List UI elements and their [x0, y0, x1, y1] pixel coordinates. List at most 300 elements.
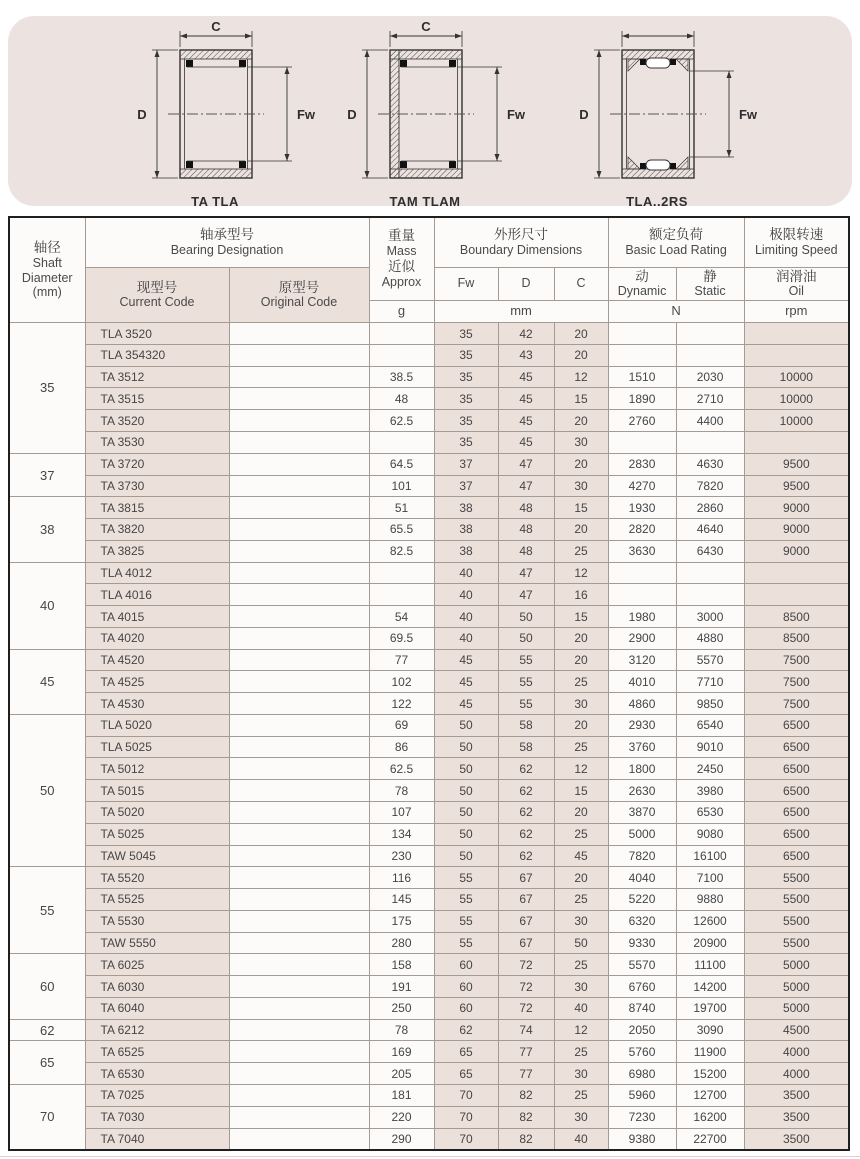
cell-dynamic: 8740 [608, 997, 676, 1019]
cell-rpm: 8500 [744, 606, 849, 628]
cell-original-code [229, 889, 369, 911]
cell-shaft-diameter: 62 [9, 1019, 85, 1041]
cell-c: 25 [554, 823, 608, 845]
cell-mass: 82.5 [369, 540, 434, 562]
cell-d: 67 [498, 910, 554, 932]
cell-original-code [229, 562, 369, 584]
cell-dynamic [608, 562, 676, 584]
cell-dynamic: 3760 [608, 736, 676, 758]
cell-dynamic: 1800 [608, 758, 676, 780]
cell-original-code [229, 344, 369, 366]
cell-d: 47 [498, 453, 554, 475]
table-row [9, 366, 849, 388]
cell-original-code [229, 627, 369, 649]
cell-c: 20 [554, 344, 608, 366]
cell-rpm: 3500 [744, 1128, 849, 1150]
cell-original-code [229, 410, 369, 432]
cell-static: 11100 [676, 954, 744, 976]
cell-static: 9080 [676, 823, 744, 845]
cell-original-code [229, 736, 369, 758]
cell-shaft-diameter: 70 [9, 1084, 85, 1149]
cell-fw: 50 [434, 802, 498, 824]
cell-c: 20 [554, 323, 608, 345]
cell-c: 25 [554, 954, 608, 976]
cell-dynamic: 2830 [608, 453, 676, 475]
cell-static: 7710 [676, 671, 744, 693]
cell-fw: 70 [434, 1106, 498, 1128]
cell-current-code: TLA 5025 [85, 736, 229, 758]
cell-dynamic: 5000 [608, 823, 676, 845]
cell-static: 16100 [676, 845, 744, 867]
header-unit-rpm: rpm [744, 301, 849, 323]
cell-rpm: 9500 [744, 453, 849, 475]
cell-static: 9850 [676, 693, 744, 715]
cell-c: 25 [554, 671, 608, 693]
cell-c: 25 [554, 1041, 608, 1063]
cell-mass: 69.5 [369, 627, 434, 649]
cell-mass: 145 [369, 889, 434, 911]
cell-rpm: 3500 [744, 1106, 849, 1128]
table-row [9, 584, 849, 606]
cell-d: 47 [498, 562, 554, 584]
cell-fw: 55 [434, 910, 498, 932]
cell-rpm: 5500 [744, 867, 849, 889]
cell-mass: 86 [369, 736, 434, 758]
table-row [9, 889, 849, 911]
header-boundary-dimensions: 外形尺寸 Boundary Dimensions [434, 217, 608, 267]
cell-fw: 45 [434, 693, 498, 715]
cell-static: 6540 [676, 714, 744, 736]
header-unit-n: N [608, 301, 744, 323]
table-row [9, 453, 849, 475]
cell-c: 20 [554, 519, 608, 541]
cell-d: 82 [498, 1106, 554, 1128]
cell-current-code: TAW 5550 [85, 932, 229, 954]
cell-rpm: 9000 [744, 497, 849, 519]
bearing-diagram-tam-tlam [300, 22, 550, 209]
table-row [9, 562, 849, 584]
cell-dynamic: 7820 [608, 845, 676, 867]
cell-dynamic [608, 323, 676, 345]
header-limiting-speed: 极限转速 Limiting Speed [744, 217, 849, 267]
table-body [9, 323, 849, 1150]
cell-original-code [229, 867, 369, 889]
cell-static: 16200 [676, 1106, 744, 1128]
cell-shaft-diameter: 65 [9, 1041, 85, 1085]
table-row [9, 1041, 849, 1063]
cell-static: 4630 [676, 453, 744, 475]
table-row [9, 388, 849, 410]
table-row [9, 714, 849, 736]
dim-label-fw: Fw [296, 107, 316, 122]
cell-static: 4640 [676, 519, 744, 541]
cell-static: 7100 [676, 867, 744, 889]
cell-static [676, 344, 744, 366]
table-row [9, 649, 849, 671]
cell-fw: 70 [434, 1128, 498, 1150]
cell-c: 15 [554, 497, 608, 519]
cell-original-code [229, 497, 369, 519]
cell-fw: 60 [434, 976, 498, 998]
cell-dynamic: 1980 [608, 606, 676, 628]
cell-fw: 35 [434, 388, 498, 410]
header-unit-g: g [369, 301, 434, 323]
table-row [9, 1106, 849, 1128]
cell-original-code [229, 1041, 369, 1063]
cell-current-code: TA 5012 [85, 758, 229, 780]
table-row [9, 606, 849, 628]
dim-label-fw: Fw [506, 107, 526, 122]
cell-c: 15 [554, 606, 608, 628]
cell-c: 30 [554, 432, 608, 454]
cell-static [676, 323, 744, 345]
dim-label-d: D [137, 107, 147, 122]
cell-fw: 50 [434, 845, 498, 867]
cell-original-code [229, 366, 369, 388]
cell-mass: 134 [369, 823, 434, 845]
cell-mass: 107 [369, 802, 434, 824]
cell-d: 62 [498, 845, 554, 867]
cell-mass [369, 432, 434, 454]
cell-current-code: TA 5530 [85, 910, 229, 932]
cell-rpm [744, 432, 849, 454]
header-shaft-diameter: 轴径 Shaft Diameter (mm) [9, 217, 85, 323]
cell-current-code: TA 7030 [85, 1106, 229, 1128]
cell-static: 2860 [676, 497, 744, 519]
cell-d: 77 [498, 1041, 554, 1063]
diagram-label-tam-tlam: TAM TLAM [389, 194, 461, 209]
dim-label-fw: Fw [738, 107, 758, 122]
cell-dynamic: 4010 [608, 671, 676, 693]
cell-fw: 35 [434, 410, 498, 432]
cell-fw: 55 [434, 932, 498, 954]
cell-original-code [229, 910, 369, 932]
cell-fw: 38 [434, 540, 498, 562]
cell-mass: 64.5 [369, 453, 434, 475]
cell-static [676, 562, 744, 584]
cell-mass: 62.5 [369, 758, 434, 780]
cell-static: 15200 [676, 1063, 744, 1085]
cell-shaft-diameter: 50 [9, 714, 85, 866]
cell-original-code [229, 388, 369, 410]
cell-c: 30 [554, 1106, 608, 1128]
cell-mass: 77 [369, 649, 434, 671]
cell-current-code: TAW 5045 [85, 845, 229, 867]
table-row [9, 954, 849, 976]
cell-rpm: 5000 [744, 976, 849, 998]
cell-d: 62 [498, 780, 554, 802]
cell-original-code [229, 519, 369, 541]
cell-mass: 122 [369, 693, 434, 715]
cell-fw: 35 [434, 323, 498, 345]
cell-c: 40 [554, 997, 608, 1019]
cell-static: 9010 [676, 736, 744, 758]
table-row [9, 540, 849, 562]
cell-fw: 45 [434, 649, 498, 671]
cell-c: 20 [554, 867, 608, 889]
cell-mass [369, 562, 434, 584]
cell-current-code: TA 3730 [85, 475, 229, 497]
cell-rpm: 6500 [744, 758, 849, 780]
cell-current-code: TA 5020 [85, 802, 229, 824]
table-row [9, 323, 849, 345]
cell-fw: 37 [434, 475, 498, 497]
cell-mass [369, 344, 434, 366]
cell-d: 47 [498, 475, 554, 497]
cell-fw: 55 [434, 867, 498, 889]
cell-rpm: 6500 [744, 780, 849, 802]
cell-mass: 102 [369, 671, 434, 693]
cell-current-code: TLA 4012 [85, 562, 229, 584]
table-row [9, 475, 849, 497]
cell-c: 30 [554, 1063, 608, 1085]
cell-rpm: 10000 [744, 366, 849, 388]
cell-original-code [229, 932, 369, 954]
cell-fw: 38 [434, 519, 498, 541]
cell-rpm: 6500 [744, 823, 849, 845]
cell-current-code: TA 3515 [85, 388, 229, 410]
cell-dynamic: 3120 [608, 649, 676, 671]
cell-rpm: 7500 [744, 693, 849, 715]
cell-static: 9880 [676, 889, 744, 911]
cell-fw: 35 [434, 366, 498, 388]
cell-c: 50 [554, 932, 608, 954]
cell-d: 43 [498, 344, 554, 366]
cell-d: 72 [498, 954, 554, 976]
cell-static: 22700 [676, 1128, 744, 1150]
cell-d: 58 [498, 714, 554, 736]
header-current-code: 现型号 Current Code [85, 267, 229, 323]
cell-d: 82 [498, 1128, 554, 1150]
cell-current-code: TA 3720 [85, 453, 229, 475]
cell-mass: 290 [369, 1128, 434, 1150]
cell-static [676, 584, 744, 606]
cell-d: 50 [498, 606, 554, 628]
cell-shaft-diameter: 45 [9, 649, 85, 714]
cell-d: 62 [498, 802, 554, 824]
cell-d: 45 [498, 388, 554, 410]
cell-mass [369, 584, 434, 606]
cell-fw: 40 [434, 584, 498, 606]
cell-c: 45 [554, 845, 608, 867]
cell-rpm: 5000 [744, 997, 849, 1019]
cell-mass [369, 323, 434, 345]
cell-current-code: TA 3820 [85, 519, 229, 541]
cell-original-code [229, 780, 369, 802]
cell-current-code: TA 3815 [85, 497, 229, 519]
cell-current-code: TA 6030 [85, 976, 229, 998]
cell-static: 3000 [676, 606, 744, 628]
cell-mass: 220 [369, 1106, 434, 1128]
cell-shaft-diameter: 60 [9, 954, 85, 1019]
cell-static: 2450 [676, 758, 744, 780]
cell-original-code [229, 1063, 369, 1085]
table-row [9, 758, 849, 780]
cell-original-code [229, 1084, 369, 1106]
table-row [9, 497, 849, 519]
cell-static: 4400 [676, 410, 744, 432]
cell-c: 15 [554, 780, 608, 802]
table-row [9, 736, 849, 758]
cell-mass: 158 [369, 954, 434, 976]
cell-c: 20 [554, 453, 608, 475]
cell-d: 45 [498, 410, 554, 432]
cell-static: 19700 [676, 997, 744, 1019]
cell-rpm [744, 344, 849, 366]
cell-original-code [229, 606, 369, 628]
cell-static: 12600 [676, 910, 744, 932]
cell-original-code [229, 758, 369, 780]
cell-dynamic: 9380 [608, 1128, 676, 1150]
cell-rpm: 5500 [744, 889, 849, 911]
cell-original-code [229, 802, 369, 824]
cell-fw: 50 [434, 780, 498, 802]
cell-dynamic: 5760 [608, 1041, 676, 1063]
cell-rpm [744, 584, 849, 606]
cell-static: 12700 [676, 1084, 744, 1106]
cell-d: 67 [498, 867, 554, 889]
cell-fw: 35 [434, 344, 498, 366]
cell-rpm: 6500 [744, 802, 849, 824]
cell-original-code [229, 976, 369, 998]
cell-c: 20 [554, 649, 608, 671]
cell-c: 20 [554, 627, 608, 649]
cell-d: 42 [498, 323, 554, 345]
header-fw: Fw [434, 267, 498, 301]
cell-mass: 280 [369, 932, 434, 954]
cell-fw: 60 [434, 954, 498, 976]
cell-current-code: TA 5525 [85, 889, 229, 911]
cell-fw: 50 [434, 823, 498, 845]
cell-dynamic: 2630 [608, 780, 676, 802]
header-original-code: 原型号 Original Code [229, 267, 369, 323]
header-static: 静 Static [676, 267, 744, 301]
table-row [9, 671, 849, 693]
cell-d: 50 [498, 627, 554, 649]
table-row [9, 627, 849, 649]
cell-fw: 50 [434, 714, 498, 736]
cell-current-code: TA 3520 [85, 410, 229, 432]
header-c: C [554, 267, 608, 301]
cell-c: 30 [554, 976, 608, 998]
cell-c: 30 [554, 475, 608, 497]
cell-fw: 70 [434, 1084, 498, 1106]
cell-mass: 169 [369, 1041, 434, 1063]
cell-shaft-diameter: 55 [9, 867, 85, 954]
cell-dynamic: 2760 [608, 410, 676, 432]
table-row [9, 344, 849, 366]
cell-static: 5570 [676, 649, 744, 671]
cell-mass: 38.5 [369, 366, 434, 388]
cell-dynamic: 9330 [608, 932, 676, 954]
cell-original-code [229, 845, 369, 867]
header-bearing-designation: 轴承型号 Bearing Designation [85, 217, 369, 267]
cell-d: 77 [498, 1063, 554, 1085]
table-row [9, 410, 849, 432]
cell-current-code: TA 4015 [85, 606, 229, 628]
cell-static: 11900 [676, 1041, 744, 1063]
cell-static: 2710 [676, 388, 744, 410]
dim-label-d: D [579, 107, 589, 122]
table-row [9, 910, 849, 932]
cell-d: 55 [498, 671, 554, 693]
cell-c: 12 [554, 562, 608, 584]
cell-d: 67 [498, 889, 554, 911]
cell-static: 3980 [676, 780, 744, 802]
cell-d: 72 [498, 997, 554, 1019]
bearing-table [8, 216, 850, 1151]
cell-original-code [229, 823, 369, 845]
cell-static: 7820 [676, 475, 744, 497]
dim-label-c: C [421, 22, 431, 34]
table-row [9, 823, 849, 845]
cell-dynamic: 2930 [608, 714, 676, 736]
cell-original-code [229, 1106, 369, 1128]
cell-rpm: 5500 [744, 932, 849, 954]
cell-c: 20 [554, 410, 608, 432]
cell-d: 82 [498, 1084, 554, 1106]
cell-c: 15 [554, 388, 608, 410]
cell-c: 25 [554, 889, 608, 911]
cell-mass: 116 [369, 867, 434, 889]
bearing-cross-section-drawing [300, 22, 550, 206]
cell-fw: 50 [434, 758, 498, 780]
cell-d: 67 [498, 932, 554, 954]
cell-current-code: TA 7040 [85, 1128, 229, 1150]
cell-fw: 60 [434, 997, 498, 1019]
cell-mass: 181 [369, 1084, 434, 1106]
cell-fw: 65 [434, 1063, 498, 1085]
cell-current-code: TA 6530 [85, 1063, 229, 1085]
cell-original-code [229, 1128, 369, 1150]
table-row [9, 693, 849, 715]
cell-d: 55 [498, 649, 554, 671]
cell-current-code: TA 5015 [85, 780, 229, 802]
cell-static: 4880 [676, 627, 744, 649]
cell-rpm: 6500 [744, 714, 849, 736]
cell-c: 20 [554, 802, 608, 824]
cell-c: 30 [554, 693, 608, 715]
cell-fw: 62 [434, 1019, 498, 1041]
bearing-cross-section-drawing [532, 22, 782, 206]
header-oil: 润滑油 Oil [744, 267, 849, 301]
cell-shaft-diameter: 37 [9, 453, 85, 497]
cell-fw: 50 [434, 736, 498, 758]
cell-current-code: TLA 5020 [85, 714, 229, 736]
cell-mass: 51 [369, 497, 434, 519]
cell-mass: 191 [369, 976, 434, 998]
cell-mass: 78 [369, 780, 434, 802]
cell-rpm: 8500 [744, 627, 849, 649]
cell-rpm: 5000 [744, 954, 849, 976]
cell-mass: 62.5 [369, 410, 434, 432]
cell-mass: 175 [369, 910, 434, 932]
cell-rpm: 4500 [744, 1019, 849, 1041]
cell-d: 62 [498, 823, 554, 845]
header-d: D [498, 267, 554, 301]
cell-original-code [229, 540, 369, 562]
cell-dynamic: 5570 [608, 954, 676, 976]
table-row [9, 432, 849, 454]
table-row [9, 1019, 849, 1041]
cell-shaft-diameter: 35 [9, 323, 85, 454]
cell-rpm: 6500 [744, 845, 849, 867]
cell-static: 20900 [676, 932, 744, 954]
cell-current-code: TA 7025 [85, 1084, 229, 1106]
cell-d: 58 [498, 736, 554, 758]
cell-mass: 48 [369, 388, 434, 410]
cell-shaft-diameter: 38 [9, 497, 85, 562]
